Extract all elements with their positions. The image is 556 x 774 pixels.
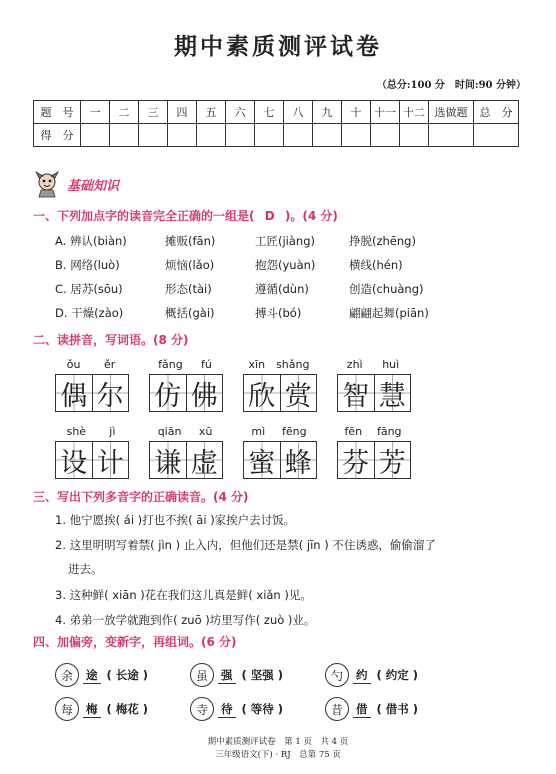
character-cell: 智: [338, 375, 375, 411]
new-word: ( 等待 ): [241, 702, 284, 716]
score-table-score-cell[interactable]: [371, 124, 400, 147]
score-table-score-cell[interactable]: [255, 124, 284, 147]
question-3-line: 2. 这里明明写着禁( jìn ) 止入内，但他们还是禁( jīn ) 不住诱惑，偷偷溜了: [55, 538, 436, 552]
option-word: 搏斗(bó): [255, 306, 302, 320]
new-character: 强: [218, 667, 236, 684]
character-cell: 偶: [56, 375, 93, 411]
option-word: 挣脱(zhēng): [349, 234, 416, 248]
pinyin-syllable: shè: [66, 425, 87, 438]
option-word: A. 辨认(biàn): [55, 234, 127, 248]
score-table-score-row: [34, 124, 519, 147]
pinyin-syllable: shǎng: [276, 358, 310, 371]
option-word: 翩翩起舞(piān): [349, 306, 429, 320]
pinyin-syllable: fāng: [376, 425, 402, 438]
pinyin: [243, 425, 315, 441]
new-character: 梅: [83, 701, 101, 718]
score-table-header-cell: 五: [197, 101, 226, 124]
new-word: ( 借书 ): [376, 702, 419, 716]
radical-base-circle: 虽: [190, 663, 214, 687]
pinyin-row-1: [55, 358, 431, 412]
pinyin-syllable: mì: [251, 425, 266, 438]
score-table-score-cell[interactable]: [284, 124, 313, 147]
option-word: B. 网络(luò): [55, 258, 120, 272]
score-table-score-cell[interactable]: [81, 124, 110, 147]
option-word: 工匠(jiàng): [255, 234, 315, 248]
new-character: 借: [353, 701, 371, 718]
character-cell: 欣: [244, 375, 281, 411]
score-table-header-cell: 九: [313, 101, 342, 124]
question-3-line: 3. 这种鲜( xiān )花在我们这儿真是鲜( xiǎn )见。: [55, 588, 312, 602]
character-grid: [55, 374, 129, 412]
pinyin-word: [149, 425, 221, 479]
option-row: [55, 277, 459, 301]
radical-item: [55, 663, 190, 687]
character-grid: [243, 441, 317, 479]
score-table-header-cell: 八: [284, 101, 313, 124]
radical-base-circle: 余: [55, 663, 79, 687]
score-table: [33, 100, 519, 147]
score-table-header-cell: 一: [81, 101, 110, 124]
score-table-header-cell: 二: [110, 101, 139, 124]
question-1-answer: D: [264, 209, 275, 223]
character-cell: 设: [56, 442, 93, 478]
question-3-line: 1. 他宁愿挨( ái )打也不挨( āi )家挨户去讨饭。: [55, 513, 296, 527]
pinyin-syllable: huì: [382, 358, 400, 371]
radical-item: [325, 697, 460, 721]
score-table-header-cell: 七: [255, 101, 284, 124]
character-grid: [149, 441, 223, 479]
character-cell: 慧: [375, 375, 411, 411]
score-table-score-cell[interactable]: [226, 124, 255, 147]
radical-base-circle: 寺: [190, 697, 214, 721]
pinyin-syllable: fēng: [281, 425, 307, 438]
footer-line-2: 三年级语文(下) · RJ 总第 75 页: [215, 750, 341, 760]
score-table-score-cell[interactable]: [110, 124, 139, 147]
pinyin-syllable: fú: [201, 358, 212, 371]
pinyin-syllable: fǎng: [158, 358, 183, 371]
pinyin-syllable: xīn: [248, 358, 266, 371]
score-table-score-cell[interactable]: [168, 124, 197, 147]
pinyin: [149, 358, 221, 374]
character-grid: [337, 374, 411, 412]
radical-item: [55, 697, 190, 721]
score-table-score-cell[interactable]: [474, 124, 519, 147]
option-word: 形态(tài): [165, 282, 212, 296]
score-table-header-cell: 十二: [400, 101, 429, 124]
score-table-row-label: 得 分: [34, 124, 81, 147]
radical-item: [190, 663, 325, 687]
character-cell: 仿: [150, 375, 187, 411]
pinyin-syllable: qiān: [157, 425, 182, 438]
question-1-title: 一、下列加点字的读音完全正确的一组是( D )。(4 分): [33, 209, 338, 223]
pinyin-row-2: [55, 425, 431, 479]
pinyin-word: [337, 358, 409, 412]
section-title: 基础知识: [67, 178, 120, 194]
character-cell: 尔: [93, 375, 129, 411]
score-table-header-cell: 六: [226, 101, 255, 124]
pinyin-word: [337, 425, 409, 479]
question-1-options: [55, 229, 459, 325]
score-table-score-cell[interactable]: [400, 124, 429, 147]
page-title: 期中素质测评试卷: [174, 33, 382, 60]
question-2-title: 二、读拼音，写词语。(8 分): [33, 333, 189, 347]
option-word: 横线(hén): [349, 258, 403, 272]
new-character: 途: [83, 667, 101, 684]
section-heading: [33, 170, 119, 198]
option-word: 烦恼(lǎo): [165, 258, 215, 272]
character-cell: 赏: [281, 375, 317, 411]
option-row: [55, 301, 459, 325]
score-table-header-cell: 三: [139, 101, 168, 124]
character-grid: [243, 374, 317, 412]
radical-row-1: [55, 663, 460, 687]
pinyin: [243, 358, 315, 374]
option-word: C. 居苏(sōu): [55, 282, 123, 296]
score-table-header-cell: 总 分: [474, 101, 519, 124]
question-4-title: 四、加偏旁，变新字，再组词。(6 分): [33, 635, 237, 649]
score-table-header-cell: 四: [168, 101, 197, 124]
new-word: ( 长途 ): [106, 668, 149, 682]
option-word: 创造(chuàng): [349, 282, 424, 296]
pinyin: [337, 425, 409, 441]
new-word: ( 约定 ): [376, 668, 419, 682]
question-3-line: 4. 弟弟一放学就跑到作( zuō )坊里写作( zuò )业。: [55, 613, 316, 627]
pinyin-syllable: xū: [198, 425, 213, 438]
radical-row-2: [55, 697, 460, 721]
pinyin: [55, 425, 127, 441]
radical-item: [325, 663, 460, 687]
new-word: ( 梅花 ): [106, 702, 149, 716]
score-table-score-cell[interactable]: [313, 124, 342, 147]
option-word: 遵循(dùn): [255, 282, 309, 296]
pinyin-syllable: jì: [109, 425, 116, 438]
character-grid: [149, 374, 223, 412]
new-character: 待: [218, 701, 236, 718]
pinyin-syllable: zhì: [346, 358, 363, 371]
character-grid: [337, 441, 411, 479]
radical-base-circle: 昔: [325, 697, 349, 721]
pinyin-word: [55, 425, 127, 479]
pinyin: [337, 358, 409, 374]
exam-meta: （总分:100 分 时间:90 分钟）: [376, 80, 526, 91]
character-cell: 谦: [150, 442, 187, 478]
pinyin-word: [243, 425, 315, 479]
option-row: [55, 229, 459, 253]
character-grid: [55, 441, 129, 479]
pinyin-syllable: fēn: [344, 425, 363, 438]
option-word: 抱怨(yuàn): [255, 258, 316, 272]
score-table-score-cell[interactable]: [342, 124, 371, 147]
pinyin-word: [243, 358, 315, 412]
character-cell: 芳: [375, 442, 411, 478]
new-word: ( 坚强 ): [241, 668, 284, 682]
character-cell: 蜂: [281, 442, 317, 478]
character-cell: 计: [93, 442, 129, 478]
radical-item: [190, 697, 325, 721]
option-word: D. 干燥(zào): [55, 306, 124, 320]
option-word: 摊贩(fān): [165, 234, 216, 248]
character-cell: 虚: [187, 442, 223, 478]
score-table-score-cell[interactable]: [429, 124, 474, 147]
score-table-score-cell[interactable]: [139, 124, 168, 147]
question-3-title: 三、写出下列多音字的正确读音。(4 分): [33, 490, 249, 504]
score-table-header-cell: 十: [342, 101, 371, 124]
radical-base-circle: 勺: [325, 663, 349, 687]
option-row: [55, 253, 459, 277]
new-character: 约: [353, 667, 371, 684]
score-table-header-cell: 选做题: [429, 101, 474, 124]
score-table-header-cell: 十一: [371, 101, 400, 124]
footer-line-1: 期中素质测评试卷 第 1 页 共 4 页: [207, 737, 349, 747]
character-cell: 蜜: [244, 442, 281, 478]
character-cell: 芬: [338, 442, 375, 478]
pinyin-word: [149, 358, 221, 412]
radical-base-circle: 每: [55, 697, 79, 721]
pinyin-syllable: ěr: [103, 358, 116, 371]
score-table-header-cell: 题 号: [34, 101, 81, 124]
score-table-score-cell[interactable]: [197, 124, 226, 147]
option-word: 概括(gài): [165, 306, 215, 320]
character-cell: 佛: [187, 375, 223, 411]
score-table-header-row: [34, 101, 519, 124]
pinyin-word: [55, 358, 127, 412]
question-3-line: 进去。: [68, 562, 103, 576]
pinyin-syllable: ǒu: [66, 358, 81, 371]
mascot-icon: [33, 170, 61, 198]
pinyin: [55, 358, 127, 374]
pinyin: [149, 425, 221, 441]
